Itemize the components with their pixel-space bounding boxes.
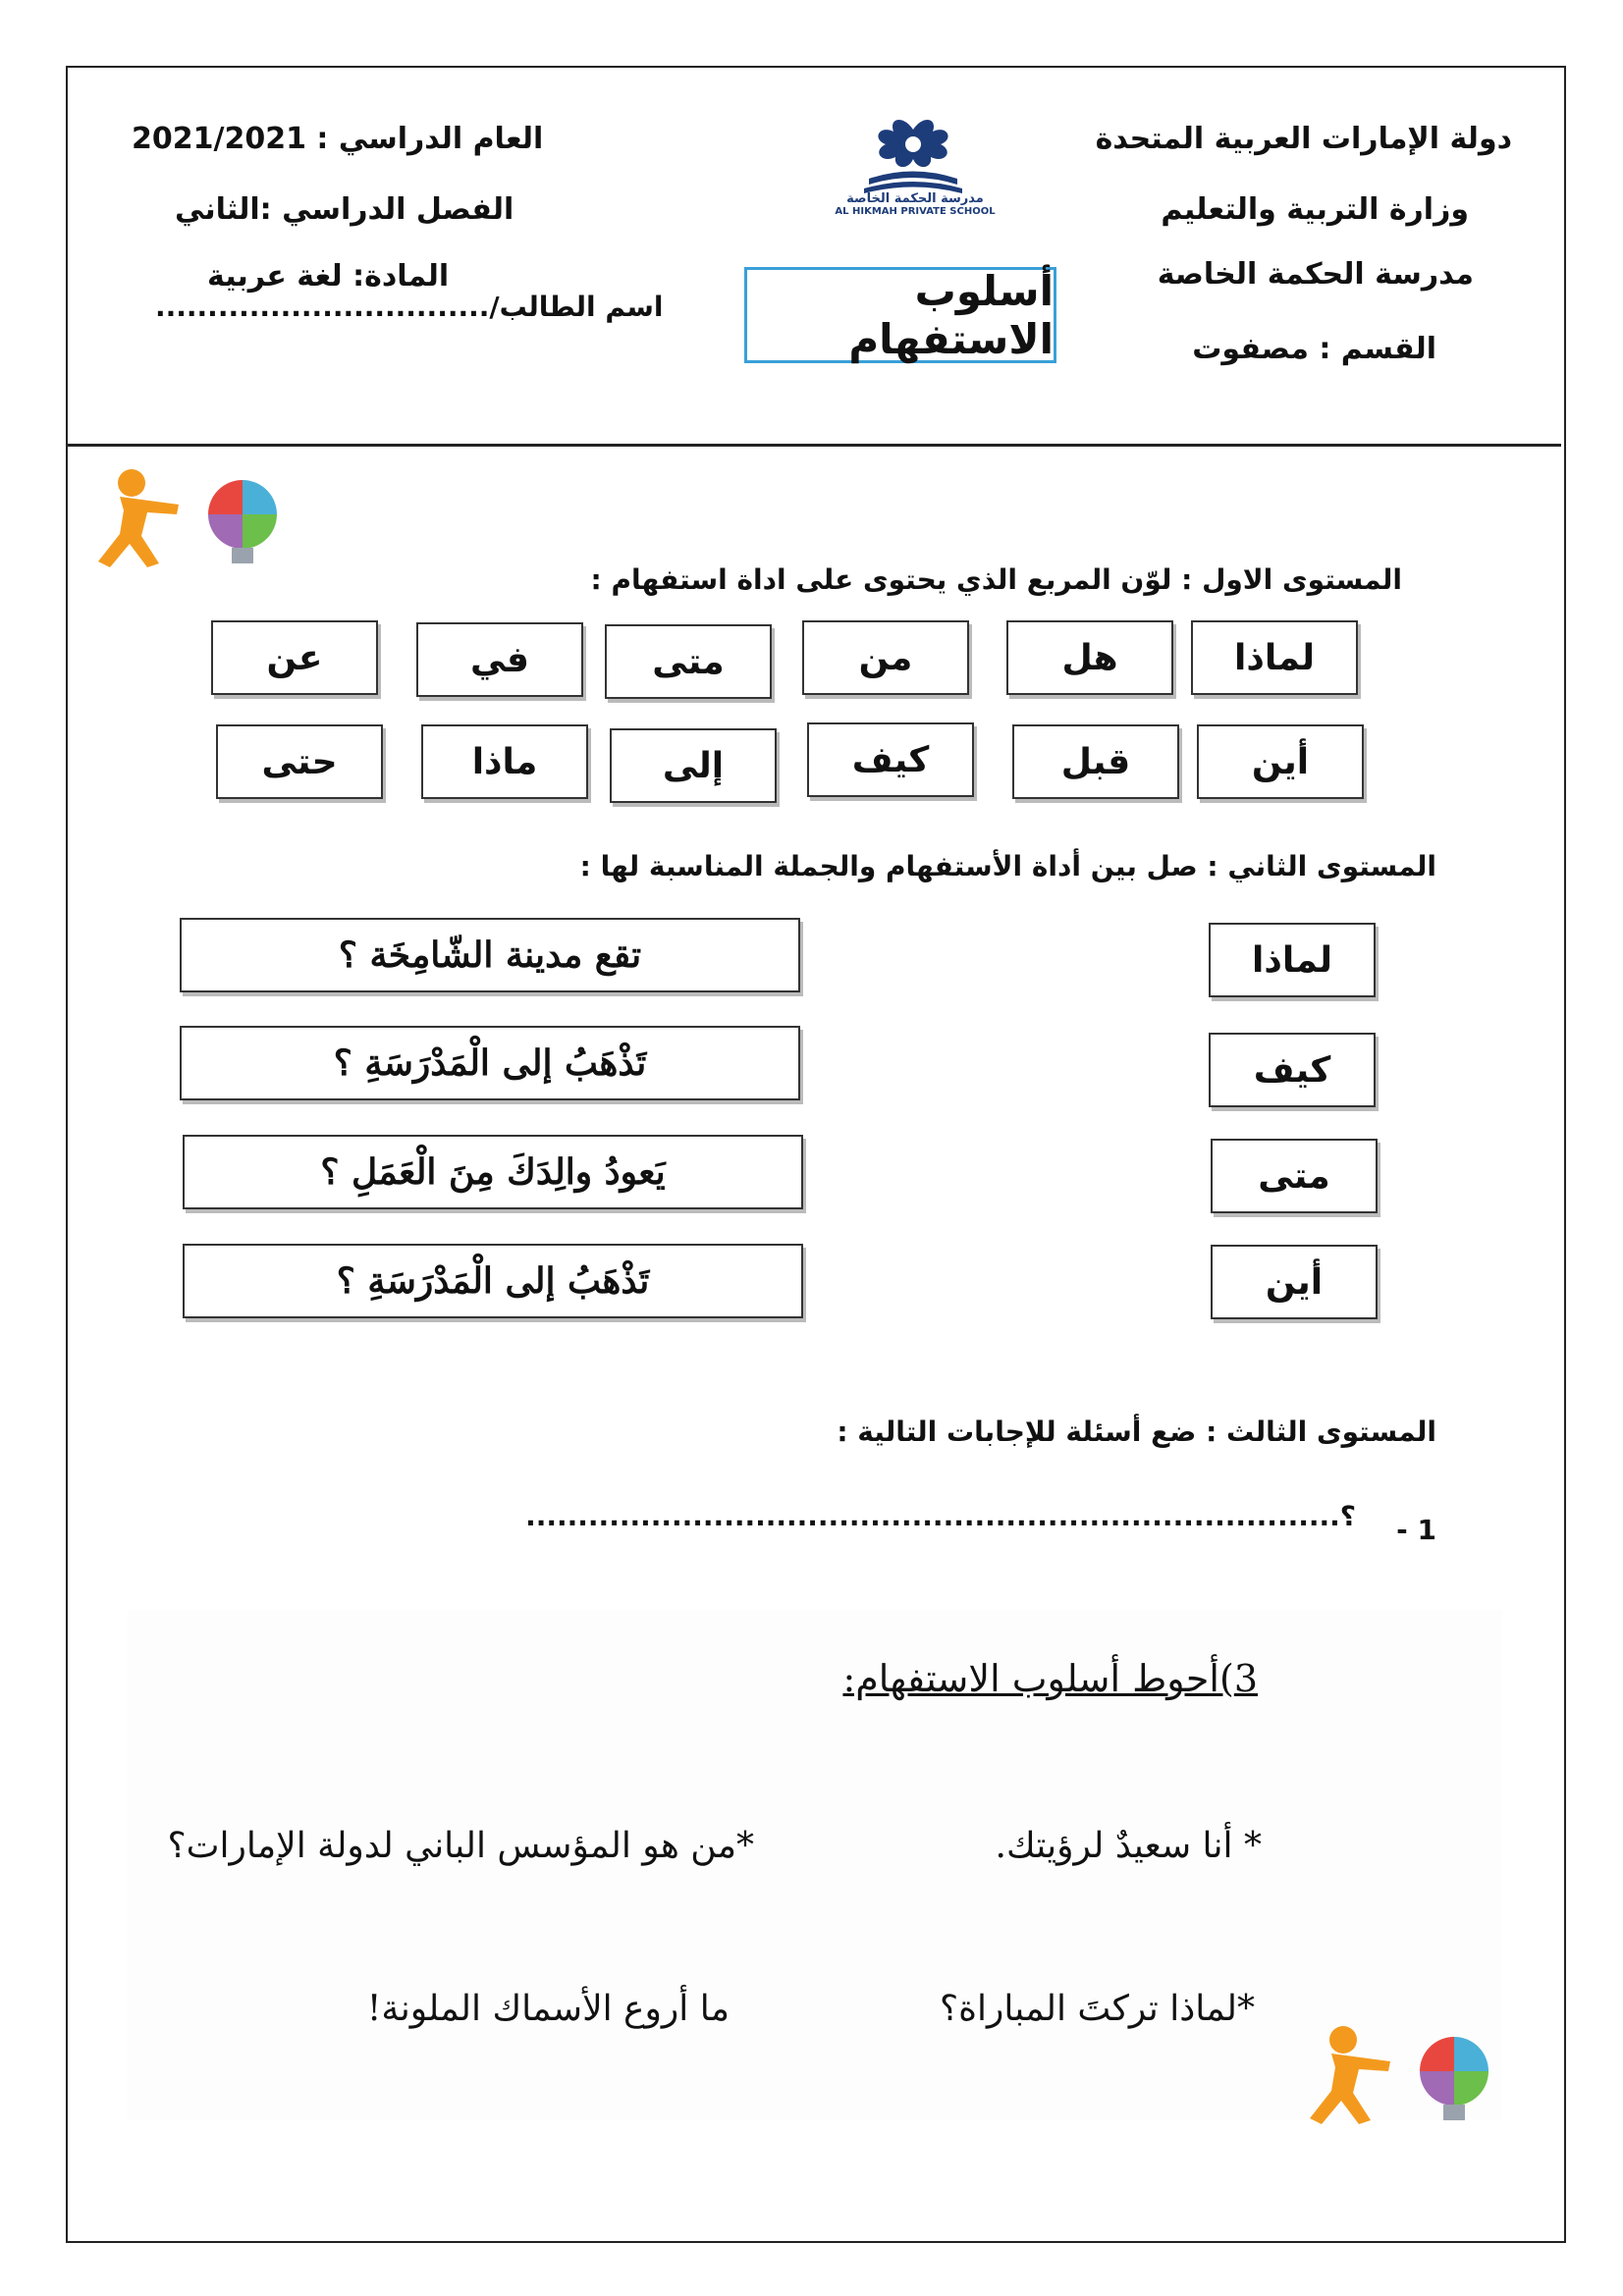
level1-option-box[interactable]: حتى — [216, 724, 383, 799]
level1-option-box[interactable]: هل — [1006, 620, 1173, 695]
academic-year — [132, 122, 543, 156]
logo-text-english: AL HIKMAH PRIVATE SCHOOL — [835, 206, 996, 217]
section3-item: * أنا سعيدٌ لرؤيتك. — [995, 1826, 1262, 1866]
level2-sentence-box[interactable]: تقع مدينة الشّامِخَة ؟ — [180, 918, 800, 992]
level3-item-number: 1 - — [1396, 1514, 1436, 1546]
ministry-name: وزارة التربية والتعليم — [1161, 192, 1469, 227]
level1-option-box[interactable]: من — [802, 620, 969, 695]
level1-option-box[interactable]: ماذا — [421, 724, 588, 799]
level2-tool-box[interactable]: متى — [1211, 1139, 1378, 1213]
level1-instruction: المستوى الاول : لوّن المربع الذي يحتوى على اداة استفهام : — [590, 563, 1402, 596]
worksheet-title: أسلوب الاستفهام — [744, 267, 1056, 363]
section3-item: *من هو المؤسس الباني لدولة الإمارات؟ — [167, 1826, 754, 1866]
puzzle-figure-icon — [1302, 2022, 1508, 2130]
section3-heading: 3)أحوط أسلوب الاستفهام: — [842, 1657, 1258, 1700]
country-name: دولة الإمارات العربية المتحدة — [1095, 122, 1512, 156]
level2-tool-box[interactable]: أين — [1211, 1245, 1378, 1319]
level3-answer-line[interactable]: ؟.............................................................................. — [525, 1500, 1356, 1532]
department-label: القسم : مصفوت — [1192, 332, 1436, 366]
level2-sentence-box[interactable]: تَذْهَبُ إلى الْمَدْرَسَةِ ؟ — [183, 1244, 803, 1318]
student-name-dots: ................................ — [155, 291, 490, 323]
level1-option-box[interactable]: أين — [1197, 724, 1364, 799]
level2-sentence-box[interactable]: تَذْهَبُ إلى الْمَدْرَسَةِ ؟ — [180, 1026, 800, 1100]
semester-label: الفصل الدراسي :الثاني — [175, 192, 514, 227]
academic-year-label: العام الدراسي : — [305, 122, 544, 156]
level1-option-box[interactable]: عن — [211, 620, 378, 695]
level2-instruction: المستوى الثاني : صل بين أداة الأستفهام والجملة المناسبة لها : — [579, 850, 1436, 882]
puzzle-figure-icon — [90, 465, 297, 573]
logo-text-arabic: مدرسة الحكمة الخاصة — [846, 191, 984, 206]
academic-year-value: 2021/2021 — [132, 122, 306, 156]
level2-sentence-box[interactable]: يَعودُ والِدَكَ مِنَ الْعَمَلِ ؟ — [183, 1135, 803, 1209]
student-name-field[interactable] — [155, 291, 664, 323]
header-divider — [67, 444, 1561, 447]
level2-tool-box[interactable]: لماذا — [1209, 923, 1376, 997]
level3-instruction: المستوى الثالث : ضع أسئلة للإجابات التالية : — [837, 1415, 1436, 1448]
level1-option-box[interactable]: كيف — [807, 722, 974, 797]
level1-option-box[interactable]: إلى — [610, 728, 777, 803]
section3-item: *لماذا تركتَ المباراة؟ — [939, 1989, 1255, 2029]
school-name: مدرسة الحكمة الخاصة — [1157, 257, 1474, 292]
level1-option-box[interactable]: لماذا — [1191, 620, 1358, 695]
section3-item: ما أروع الأسماك الملونة! — [366, 1989, 730, 2029]
level1-option-box[interactable]: في — [416, 622, 583, 697]
level1-option-box[interactable]: قبل — [1012, 724, 1179, 799]
level1-option-box[interactable]: متى — [605, 624, 772, 699]
level2-tool-box[interactable]: كيف — [1209, 1033, 1376, 1107]
subject-label: المادة: لغة عربية — [207, 259, 450, 294]
student-name-label: اسم الطالب/ — [489, 291, 664, 323]
